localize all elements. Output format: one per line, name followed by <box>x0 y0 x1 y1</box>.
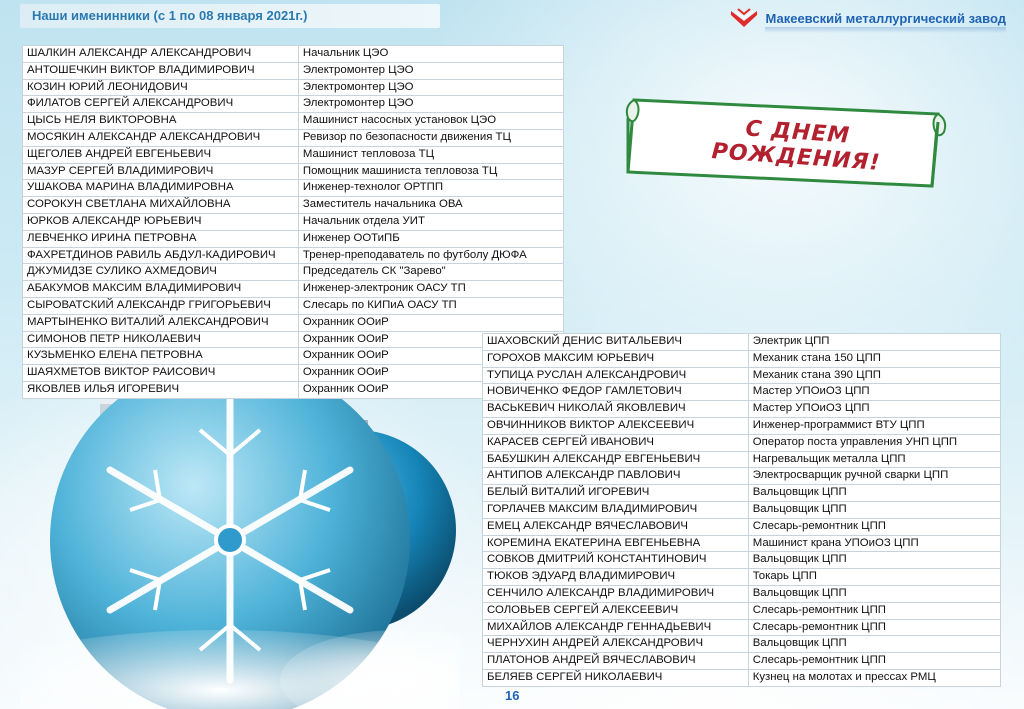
company-name: Макеевский металлургический завод <box>765 10 1006 26</box>
table-row <box>23 46 564 63</box>
birthday-table-right <box>482 333 1001 687</box>
table-row <box>23 314 564 331</box>
employee-position: Слесарь-ремонтник ЦПП <box>748 602 1000 619</box>
table-row <box>23 129 564 146</box>
employee-name: ШАЛКИН АЛЕКСАНДР АЛЕКСАНДРОВИЧ <box>23 46 299 63</box>
employee-name: КАРАСЕВ СЕРГЕЙ ИВАНОВИЧ <box>483 434 749 451</box>
employee-position: Кузнец на молотах и прессах РМЦ <box>748 669 1000 686</box>
employee-position: Слесарь-ремонтник ЦПП <box>748 619 1000 636</box>
table-row <box>483 669 1001 686</box>
employee-name: АНТОШЕЧКИН ВИКТОР ВЛАДИМИРОВИЧ <box>23 62 299 79</box>
employee-name: БЕЛЯЕВ СЕРГЕЙ НИКОЛАЕВИЧ <box>483 669 749 686</box>
employee-name: МАРТЫНЕНКО ВИТАЛИЙ АЛЕКСАНДРОВИЧ <box>23 314 299 331</box>
employee-position: Охранник ООиР <box>298 381 563 398</box>
employee-position: Помощник машиниста тепловоза ТЦ <box>298 163 563 180</box>
employee-name: ТЮКОВ ЭДУАРД ВЛАДИМИРОВИЧ <box>483 569 749 586</box>
employee-position: Инженер-электроник ОАСУ ТП <box>298 281 563 298</box>
employee-name: СОРОКУН СВЕТЛАНА МИХАЙЛОВНА <box>23 197 299 214</box>
company-header <box>729 6 1006 30</box>
table-row <box>483 384 1001 401</box>
table-row <box>483 602 1001 619</box>
employee-position: Мастер УПОиОЗ ЦПП <box>748 401 1000 418</box>
table-row <box>23 79 564 96</box>
employee-position: Электромонтер ЦЭО <box>298 96 563 113</box>
employee-position: Оператор поста управления УНП ЦПП <box>748 434 1000 451</box>
employee-name: МИХАЙЛОВ АЛЕКСАНДР ГЕННАДЬЕВИЧ <box>483 619 749 636</box>
employee-position: Электромонтер ЦЭО <box>298 79 563 96</box>
employee-name: СОВКОВ ДМИТРИЙ КОНСТАНТИНОВИЧ <box>483 552 749 569</box>
table-row <box>23 62 564 79</box>
table-row <box>483 417 1001 434</box>
table-row <box>483 636 1001 653</box>
employee-name: ГОРЛАЧЕВ МАКСИМ ВЛАДИМИРОВИЧ <box>483 501 749 518</box>
employee-name: ЧЕРНУХИН АНДРЕЙ АЛЕКСАНДРОВИЧ <box>483 636 749 653</box>
employee-name: ЛЕВЧЕНКО ИРИНА ПЕТРОВНА <box>23 230 299 247</box>
table-row <box>483 619 1001 636</box>
employee-name: ГОРОХОВ МАКСИМ ЮРЬЕВИЧ <box>483 350 749 367</box>
table-row <box>483 653 1001 670</box>
birthday-greeting: С ДНЕМ РОЖДЕНИЯ! <box>710 116 882 176</box>
employee-position: Слесарь-ремонтник ЦПП <box>748 653 1000 670</box>
employee-name: ЦЫСЬ НЕЛЯ ВИКТОРОВНА <box>23 113 299 130</box>
employee-name: СЕНЧИЛО АЛЕКСАНДР ВЛАДИМИРОВИЧ <box>483 585 749 602</box>
table-row <box>483 485 1001 502</box>
employee-name: КОРЕМИНА ЕКАТЕРИНА ЕВГЕНЬЕВНА <box>483 535 749 552</box>
employee-position: Инженер-программист ВТУ ЦПП <box>748 417 1000 434</box>
table-row <box>23 96 564 113</box>
employee-name: АБАКУМОВ МАКСИМ ВЛАДИМИРОВИЧ <box>23 281 299 298</box>
employee-position: Вальцовщик ЦПП <box>748 501 1000 518</box>
table-row <box>483 434 1001 451</box>
table-row <box>483 501 1001 518</box>
employee-name: СЫРОВАТСКИЙ АЛЕКСАНДР ГРИГОРЬЕВИЧ <box>23 297 299 314</box>
employee-name: ЯКОВЛЕВ ИЛЬЯ ИГОРЕВИЧ <box>23 381 299 398</box>
employee-name: КОЗИН ЮРИЙ ЛЕОНИДОВИЧ <box>23 79 299 96</box>
christmas-ornament-image <box>20 390 460 709</box>
table-row <box>23 146 564 163</box>
employee-position: Ревизор по безопасности движения ТЦ <box>298 129 563 146</box>
table-row <box>23 247 564 264</box>
table-row <box>23 163 564 180</box>
employee-position: Охранник ООиР <box>298 348 563 365</box>
table-row <box>23 297 564 314</box>
employee-position: Начальник ЦЭО <box>298 46 563 63</box>
employee-name: АНТИПОВ АЛЕКСАНДР ПАВЛОВИЧ <box>483 468 749 485</box>
employee-name: СИМОНОВ ПЕТР НИКОЛАЕВИЧ <box>23 331 299 348</box>
table-row <box>483 350 1001 367</box>
table-body <box>483 334 1001 687</box>
employee-position: Председатель СК "Зарево" <box>298 264 563 281</box>
employee-position: Инженер-технолог ОРТПП <box>298 180 563 197</box>
employee-name: ФИЛАТОВ СЕРГЕЙ АЛЕКСАНДРОВИЧ <box>23 96 299 113</box>
employee-position: Машинист тепловоза ТЦ <box>298 146 563 163</box>
mmz-logo-icon <box>729 7 759 29</box>
table-row <box>23 113 564 130</box>
page-title: Наши именинники (с 1 по 08 января 2021г.) <box>32 8 308 23</box>
employee-position: Инженер ООТиПБ <box>298 230 563 247</box>
employee-name: ЩЕГОЛЕВ АНДРЕЙ ЕВГЕНЬЕВИЧ <box>23 146 299 163</box>
table-row <box>23 281 564 298</box>
employee-position: Заместитель начальника ОВА <box>298 197 563 214</box>
employee-name: УШАКОВА МАРИНА ВЛАДИМИРОВНА <box>23 180 299 197</box>
employee-name: КУЗЬМЕНКО ЕЛЕНА ПЕТРОВНА <box>23 348 299 365</box>
employee-name: ОВЧИННИКОВ ВИКТОР АЛЕКСЕЕВИЧ <box>483 417 749 434</box>
table-row <box>483 518 1001 535</box>
employee-name: СОЛОВЬЕВ СЕРГЕЙ АЛЕКСЕЕВИЧ <box>483 602 749 619</box>
employee-position: Охранник ООиР <box>298 314 563 331</box>
employee-name: ФАХРЕТДИНОВ РАВИЛЬ АБДУЛ-КАДИРОВИЧ <box>23 247 299 264</box>
table-row <box>23 264 564 281</box>
employee-name: БАБУШКИН АЛЕКСАНДР ЕВГЕНЬЕВИЧ <box>483 451 749 468</box>
table-row <box>483 451 1001 468</box>
table-row <box>23 213 564 230</box>
employee-name: ПЛАТОНОВ АНДРЕЙ ВЯЧЕСЛАВОВИЧ <box>483 653 749 670</box>
employee-position: Вальцовщик ЦПП <box>748 485 1000 502</box>
employee-name: ДЖУМИДЗЕ СУЛИКО АХМЕДОВИЧ <box>23 264 299 281</box>
table-row <box>483 468 1001 485</box>
employee-position: Электромонтер ЦЭО <box>298 62 563 79</box>
table-row <box>483 401 1001 418</box>
employee-position: Тренер-преподаватель по футболу ДЮФА <box>298 247 563 264</box>
employee-name: ТУПИЦА РУСЛАН АЛЕКСАНДРОВИЧ <box>483 367 749 384</box>
employee-position: Нагревальщик металла ЦПП <box>748 451 1000 468</box>
employee-position: Вальцовщик ЦПП <box>748 552 1000 569</box>
employee-name: ШАХОВСКИЙ ДЕНИС ВИТАЛЬЕВИЧ <box>483 334 749 351</box>
employee-position: Машинист насосных установок ЦЭО <box>298 113 563 130</box>
employee-position: Электрик ЦПП <box>748 334 1000 351</box>
employee-position: Охранник ООиР <box>298 331 563 348</box>
employee-name: НОВИЧЕНКО ФЕДОР ГАМЛЕТОВИЧ <box>483 384 749 401</box>
table-row <box>483 552 1001 569</box>
employee-position: Механик стана 150 ЦПП <box>748 350 1000 367</box>
table-row <box>23 230 564 247</box>
employee-position: Электросварщик ручной сварки ЦПП <box>748 468 1000 485</box>
employee-name: ЕМЕЦ АЛЕКСАНДР ВЯЧЕСЛАВОВИЧ <box>483 518 749 535</box>
employee-position: Вальцовщик ЦПП <box>748 636 1000 653</box>
table-row <box>483 569 1001 586</box>
employee-position: Вальцовщик ЦПП <box>748 585 1000 602</box>
table-row <box>483 367 1001 384</box>
employee-name: МАЗУР СЕРГЕЙ ВЛАДИМИРОВИЧ <box>23 163 299 180</box>
employee-position: Слесарь-ремонтник ЦПП <box>748 518 1000 535</box>
page-number: 16 <box>505 688 520 703</box>
table-row <box>483 535 1001 552</box>
employee-position: Мастер УПОиОЗ ЦПП <box>748 384 1000 401</box>
table-row <box>23 180 564 197</box>
employee-name: БЕЛЫЙ ВИТАЛИЙ ИГОРЕВИЧ <box>483 485 749 502</box>
table-row <box>483 585 1001 602</box>
employee-name: МОСЯКИН АЛЕКСАНДР АЛЕКСАНДРОВИЧ <box>23 129 299 146</box>
table-row <box>23 197 564 214</box>
employee-name: ЮРКОВ АЛЕКСАНДР ЮРЬЕВИЧ <box>23 213 299 230</box>
employee-position: Механик стана 390 ЦПП <box>748 367 1000 384</box>
employee-position: Токарь ЦПП <box>748 569 1000 586</box>
employee-position: Охранник ООиР <box>298 365 563 382</box>
table-row <box>483 334 1001 351</box>
employee-position: Слесарь по КИПиА ОАСУ ТП <box>298 297 563 314</box>
header-bar <box>20 4 440 28</box>
employee-position: Начальник отдела УИТ <box>298 213 563 230</box>
employee-position: Машинист крана УПОиОЗ ЦПП <box>748 535 1000 552</box>
employee-name: ВАСЬКЕВИЧ НИКОЛАЙ ЯКОВЛЕВИЧ <box>483 401 749 418</box>
employee-name: ШАЯХМЕТОВ ВИКТОР РАИСОВИЧ <box>23 365 299 382</box>
